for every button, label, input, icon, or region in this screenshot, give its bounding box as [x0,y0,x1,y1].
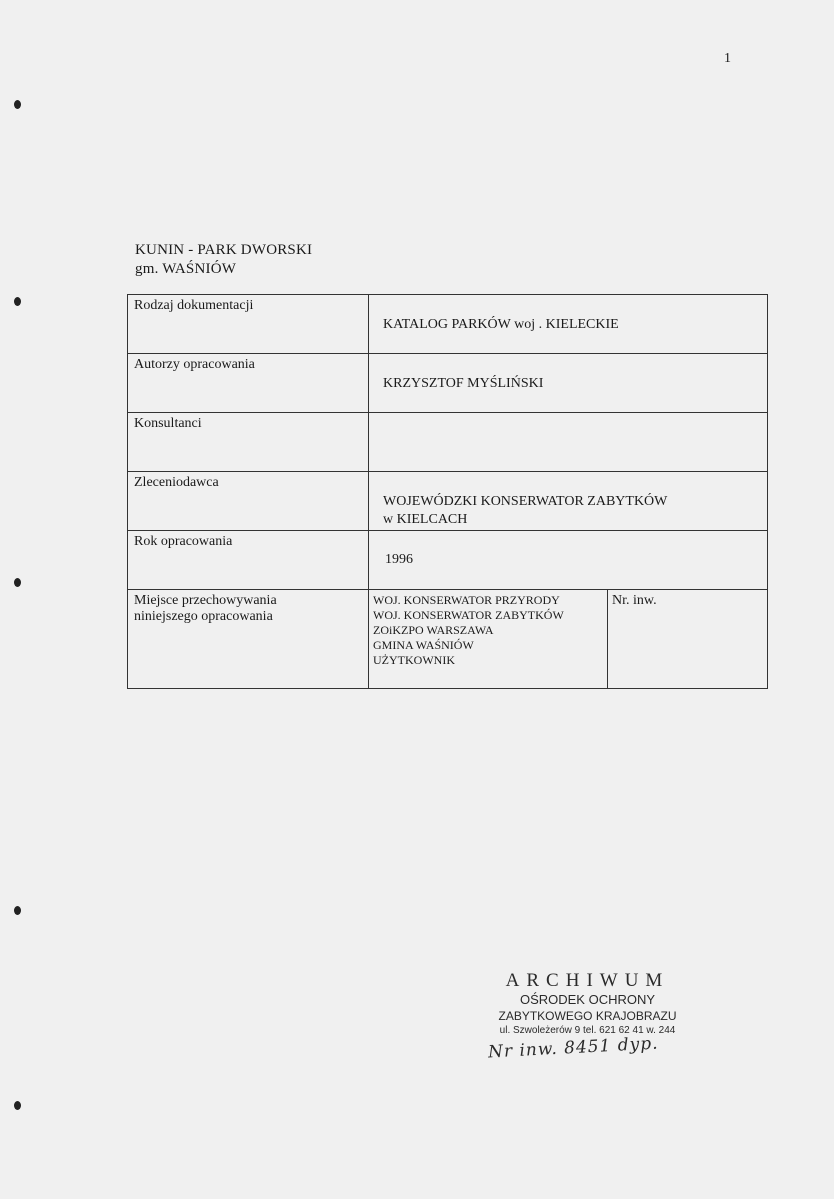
list-item: WOJ. KONSERWATOR ZABYTKÓW [373,608,564,622]
row-value-line1: WOJEWÓDZKI KONSERWATOR ZABYTKÓW [383,494,668,509]
punch-hole-mark [14,100,21,109]
storage-label-line2: niniejszego opracowania [134,609,273,624]
table-row [128,295,768,354]
punch-hole-mark [14,297,21,306]
storage-label-line1: Miejsce przechowywania [134,593,277,608]
heading-title: KUNIN - PARK DWORSKI [135,242,313,258]
list-item: ZOiKZPO WARSZAWA [373,623,494,637]
stamp-address: ul. Szwoleżerów 9 tel. 621 62 41 w. 244 [499,1025,676,1036]
storage-places-cell [369,590,608,689]
row-label: Rok opracowania [128,531,369,590]
documentation-table [127,294,768,689]
table-row [128,354,768,413]
handwritten-inventory-note: Nr inw. 8451 dyp. [487,1033,659,1063]
page-number: 1 [724,51,731,66]
punch-hole-mark [14,578,21,587]
list-item: WOJ. KONSERWATOR PRZYRODY [373,593,560,607]
row-value: KRZYSZTOF MYŚLIŃSKI [383,376,544,391]
row-value-cell [369,295,768,354]
row-value-cell [369,472,768,531]
table-row [128,590,768,689]
row-value-cell [369,531,768,590]
storage-label-cell [128,590,369,689]
inventory-number-label: Nr. inw. [608,590,768,689]
list-item: GMINA WAŚNIÓW [373,638,474,652]
heading-municipality: gm. WAŚNIÓW [135,261,237,277]
table-row [128,413,768,472]
table-row [128,472,768,531]
document-heading [135,241,312,279]
punch-hole-mark [14,906,21,915]
row-label: Autorzy opracowania [128,354,369,413]
storage-places-list [369,590,607,668]
row-label: Zleceniodawca [128,472,369,531]
row-label: Rodzaj dokumentacji [128,295,369,354]
stamp-institution-cont: ZABYTKOWEGO KRAJOBRAZU [498,1009,677,1023]
list-item: UŻYTKOWNIK [373,653,455,667]
row-value-cell [369,354,768,413]
stamp-institution: OŚRODEK OCHRONY [519,992,656,1007]
row-value: KATALOG PARKÓW woj . KIELECKIE [383,317,619,332]
stamp-title: ARCHIWUM [505,970,670,991]
row-label: Konsultanci [128,413,369,472]
punch-hole-mark [14,1101,21,1110]
archive-stamp [485,970,690,1038]
row-value-line2: w KIELCACH [383,512,468,527]
row-value: 1996 [385,552,413,567]
row-value-cell [369,413,768,472]
table-row [128,531,768,590]
